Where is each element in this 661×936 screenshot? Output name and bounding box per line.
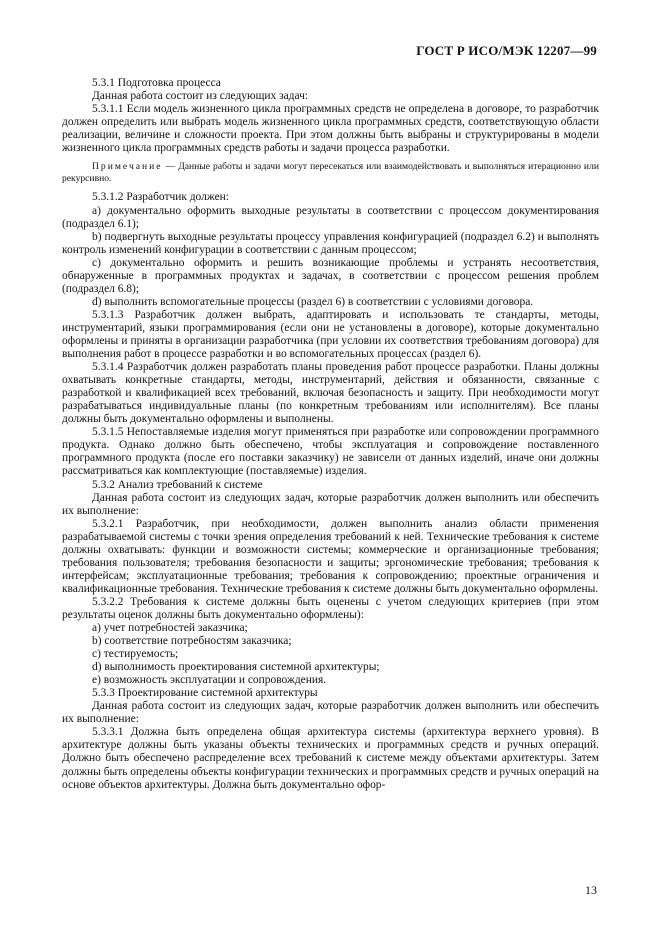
paragraph: 5.3.1 Подготовка процесса xyxy=(92,77,221,89)
paragraph: Данная работа состоит из следующих задач, которые разработчик должен выполнить или обеспечить их выполнение: xyxy=(62,491,599,517)
list-item: a) документально оформить выходные результаты в соответствии с процессом документирования (подраздел 6.1); xyxy=(62,204,599,230)
paragraph: 5.3.1.2 Разработчик должен: xyxy=(92,191,229,204)
list-item: e) возможность эксплуатации и сопровождения. xyxy=(92,674,327,687)
section-heading: 5.3.3 Проектирование системной архитектуры xyxy=(92,687,318,700)
paragraph: Данная работа состоит из следующих задач: xyxy=(92,90,309,103)
paragraph: 5.3.2.2 Требования к системе должны быть оценены с учетом следующих критериев (при этом результаты оценок должны быть документально оформлены): xyxy=(62,595,599,621)
paragraph: 5.3.2.1 Разработчик, при необходимости, должен выполнить анализ области применения разрабатываемой системы с точки зрения определения требований к ней. Технические требования к системе должны охватывать: функции и возможности системы; коммерческие и организационные требования; требования пользователя; требования безопасности и защиты; эргономические требования; требования к интерфейсам; эксплуатационные требования; требования к сопровождению; проектные ограничения и квалификационные требования. Технические требования к системе должны быть документально оформлены. xyxy=(62,517,599,595)
section-heading: 5.3.2 Анализ требований к системе xyxy=(92,478,263,491)
paragraph: 5.3.1.4 Разработчик должен разработать планы проведения работ процессе разработки. Планы должны охватывать конкретные стандарты, методы, инструментарий, действия и обязанности, связанные с разработкой и квалификацией всех требований, включая безопасность и защиту. При необходимости могут разрабатываться индивидуальные планы (по конкретным требованиям или исполнителям). Все планы должны быть документально оформлены и выполнены. xyxy=(62,361,599,426)
list-item: a) учет потребностей заказчика; xyxy=(92,622,248,635)
note-label: Примечание xyxy=(92,161,163,173)
document-body xyxy=(62,77,599,792)
list-item: b) соответствие потребностям заказчика; xyxy=(92,635,292,648)
list-item: c) документально оформить и решить возникающие проблемы и устранять несоответствия, обнаруженные в программных продуктах и задачах, в соответствии с процессом решения проблем (подраздел 6.8); xyxy=(62,256,599,295)
list-item: d) выполнить вспомогательные процессы (раздел 6) в соответствии с условиями договора. xyxy=(92,295,534,308)
list-item: c) тестируемость; xyxy=(92,648,179,661)
standard-header: ГОСТ Р ИСО/МЭК 12207—99 xyxy=(416,43,597,58)
note xyxy=(62,161,599,184)
note-text: — Данные работы и задачи могут пересекаться или взаимодействовать и выполняться итерационно или рекурсивно. xyxy=(62,161,599,184)
paragraph: 5.3.1.5 Непоставляемые изделия могут применяться при разработке или сопровождении программного продукта. Однако должно быть обеспечено, чтобы эксплуатация и сопровождение поставленного программного продукта (после его поставки заказчику) не зависели от данных изделий, иначе они должны рассматриваться как комплектующие (поставляемые) изделия. xyxy=(62,426,599,478)
paragraph: 5.3.3.1 Должна быть определена общая архитектура системы (архитектура верхнего уровня). В архитектуре должны быть указаны объекты технических и программных средств и ручных операций. Должно быть обеспечено распределение всех требований к системе между объектами архитектуры. Затем должны быть определены объекты конфигурации технических и программных средств и ручных операций на основе объектов архитектуры. Должна быть документально офор- xyxy=(62,726,599,791)
paragraph: 5.3.1.3 Разработчик должен выбрать, адаптировать и использовать те стандарты, методы, инструментарий, языки программирования (если они не установлены в договоре), которые документально оформлены и приняты в организации разработчика (при условии их соответствия требованиям договора) для выполнения работ в процессе разработки и во вспомогательных процессах (раздел 6). xyxy=(62,308,599,361)
list-item: d) выполнимость проектирования системной архитектуры; xyxy=(92,661,380,674)
list-item: b) подвергнуть выходные результаты процессу управления конфигурацией (подраздел 6.2) и выполнять контроль изменений конфигурации в соответствии с данным процессом; xyxy=(62,230,599,256)
paragraph: 5.3.1.1 Если модель жизненного цикла программных средств не определена в договоре, то разработчик должен определить или выбрать модель жизненного цикла программных средств, соответствующую области реализации, величине и сложности проекта. При этом должны быть выбраны и структурированы в модели жизненного цикла программных средств работы и задачи процесса разработки. xyxy=(62,103,599,155)
page-number: 13 xyxy=(585,883,597,897)
paragraph: Данная работа состоит из следующих задач, которые разработчик должен выполнить или обеспечить их выполнение: xyxy=(62,700,599,726)
